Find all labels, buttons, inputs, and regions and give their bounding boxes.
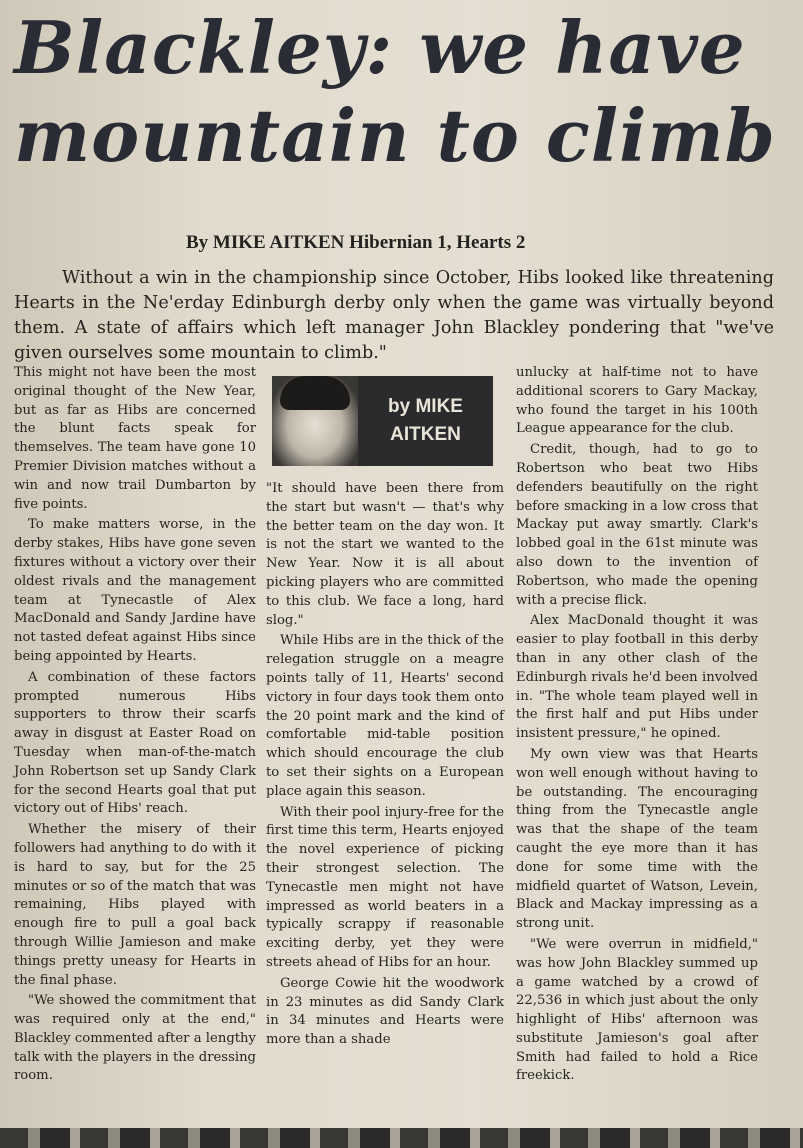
- photo-byline: [358, 393, 493, 449]
- article-column-2: [266, 480, 504, 1052]
- author-photo-box: [272, 376, 493, 466]
- paragraph: A combination of these factors prompted numerous Hibs supporters to throw their scarfs away in disgust at Easter Road on Tuesday when man-of-the-match John Robertson set up Sandy Clark for the second Hearts goal that put victory out of Hibs' reach.: [14, 669, 256, 817]
- headline-line-1: Blackley: we have: [14, 5, 746, 90]
- paragraph: Whether the misery of their followers had anything to do with it is hard to say, but for the 25 minutes or so of the match that was remaining, Hibs played with enough fire to pull a goal back through Willie Jamieson and make things pretty uneasy for Hearts in the final phase.: [14, 822, 256, 988]
- paragraph: Alex MacDonald thought it was easier to play football in this derby than in any other clash of the Edinburgh rivals he'd been involved in. "The whole team played well in the first half and put Hibs under insistent pressure," he opined.: [516, 613, 758, 742]
- paragraph: Credit, though, had to go to Robertson who beat two Hibs defenders beautifully on the right before smacking in a low cross that Mackay put away smartly. Clark's lobbed goal in the 61st minute was also down to the invention of Robertson, who made the opening with a precise flick.: [516, 442, 758, 608]
- paragraph: "We showed the commitment that was required only at the end," Blackley commented after a lengthy talk with the players in the dressing room.: [14, 993, 256, 1084]
- photo-byline-line-1: by MIKE: [388, 396, 463, 417]
- paragraph: While Hibs are in the thick of the relegation struggle on a meagre points tally of 11, Hearts' second victory in four days took them onto the 20 point mark and the kind of comfortable mid-table position which should encourage the club to set their sights on a European place again this season.: [266, 633, 504, 799]
- paragraph: "It should have been there from the start but wasn't — that's why the better team on the day won. It is not the start we wanted to the New Year. Now it is all about picking players who are committed to this club. We face a long, hard slog.": [266, 481, 504, 628]
- paragraph: George Cowie hit the woodwork in 23 minutes as did Sandy Clark in 34 minutes and Hearts were more than a shade: [266, 975, 504, 1048]
- headline: [14, 4, 794, 180]
- headline-line-2: mountain to climb: [14, 93, 776, 178]
- photo-byline-line-2: AITKEN: [390, 424, 461, 445]
- portrait-hair: [280, 376, 350, 410]
- article-column-1: [14, 364, 256, 1088]
- paragraph: My own view was that Hearts won well enough without having to be outstanding. The encouraging thing from the Tynecastle angle was that the shape of the team caught the eye more than it has done for some time with the midfield quartet of Watson, Levein, Black and Mackay impressing as a strong unit.: [516, 746, 758, 932]
- standfirst: Without a win in the championship since October, Hibs looked like threatening Hearts in the Ne'erday Edinburgh derby only when the game was virtually beyond them. A state of affairs which left manager John Blackley pondering that "we've given ourselves some mountain to climb.": [14, 268, 774, 363]
- bottom-edge-strip: [0, 1128, 803, 1148]
- byline: By MIKE AITKEN Hibernian 1, Hearts 2: [186, 232, 526, 253]
- paragraph: unlucky at half-time not to have additional scorers to Gary Mackay, who found the target in his 100th League appearance for the club.: [516, 365, 758, 437]
- author-portrait: [272, 376, 358, 466]
- paragraph: To make matters worse, in the derby stakes, Hibs have gone seven fixtures without a victory over their oldest rivals and the management team at Tynecastle of Alex MacDonald and Sandy Jardine have not tasted defeat against Hibs since being appointed by Hearts.: [14, 517, 256, 664]
- article-column-3: [516, 364, 758, 1088]
- paragraph: This might not have been the most original thought of the New Year, but as far as Hibs are concerned the blunt facts speak for themselves. The team have gone 10 Premier Division matches without a win and now trail Dumbarton by five points.: [14, 365, 256, 512]
- paragraph: With their pool injury-free for the first time this term, Hearts enjoyed the novel experience of picking their strongest selection. The Tynecastle men might not have impressed as world beaters in a typically scrappy if reasonable exciting derby, yet they were streets ahead of Hibs for an hour.: [266, 804, 504, 970]
- paragraph: "We were overrun in midfield," was how John Blackley summed up a game watched by a crowd of 22,536 in which just about the only highlight of Hibs' afternoon was substitute Jamieson's goal after Smith had failed to hold a Rice freekick.: [516, 936, 758, 1084]
